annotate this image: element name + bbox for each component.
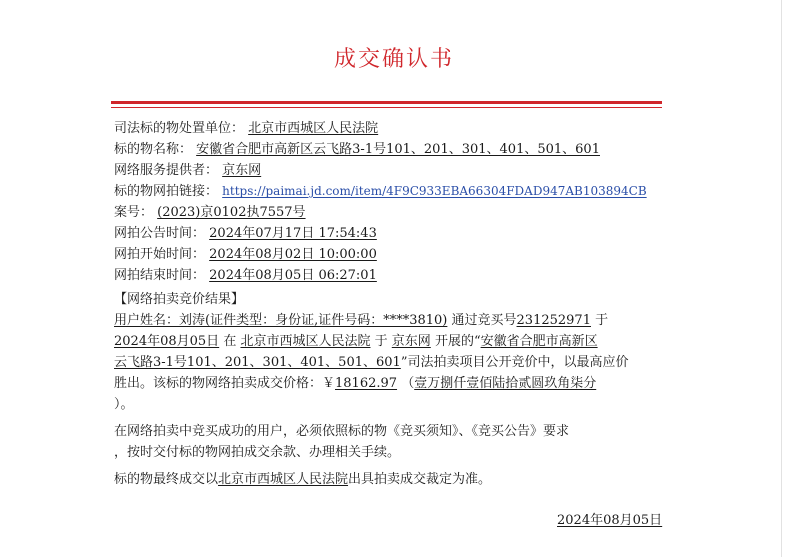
document-body <box>114 118 659 490</box>
text: 胜出。该标的物网络拍卖成交价格：￥ <box>114 376 336 391</box>
field-end-time <box>114 265 659 286</box>
field-start-time <box>114 244 659 265</box>
field-announce-time <box>114 223 659 244</box>
text: 标的物最终成交以 <box>114 472 219 487</box>
field-label: 网拍开始时间： <box>114 247 206 262</box>
item-name-part1: 安徽省合肥市高新区 <box>480 334 598 349</box>
field-disposal-unit <box>114 118 659 139</box>
field-label: 标的物网拍链接： <box>114 184 219 199</box>
field-auction-link <box>114 181 659 202</box>
text: ”司法拍卖项目公开竞价中，以最高应价 <box>400 355 629 370</box>
field-label: 标的物名称： <box>114 142 193 157</box>
text: （ <box>401 376 415 391</box>
field-case-number <box>114 202 659 223</box>
field-item-name <box>114 139 659 160</box>
page-edge <box>781 0 782 557</box>
deal-price-words: 壹万捌仟壹佰陆拾贰圆玖角柒分 <box>414 376 597 391</box>
document-title: 成交确认书 <box>333 47 454 72</box>
item-name-part2: 云飞路3-1号101、201、301、401、501、601 <box>114 355 401 370</box>
platform-name: 京东网 <box>391 334 431 349</box>
field-value: 2024年07月17日 17:54:43 <box>209 226 377 241</box>
deal-price: 18162.97 <box>335 376 398 391</box>
result-heading: 【网络拍卖竞价结果】 <box>114 292 245 307</box>
text: 于 <box>374 334 388 349</box>
result-line-4 <box>114 373 659 394</box>
notice-line-1: 在网络拍卖中竞买成功的用户，必须依照标的物《竞买须知》、《竞买公告》要求 <box>114 424 570 439</box>
field-label: 网拍结束时间： <box>114 268 206 283</box>
auction-link[interactable]: https://paimai.jd.com/item/4F9C933EBA66304FDAD947AB103894CB <box>222 184 647 198</box>
final-statement <box>114 469 659 490</box>
field-label: 司法标的物处置单位： <box>114 121 245 136</box>
text: ）。 <box>114 397 134 412</box>
field-value: 2024年08月05日 06:27:01 <box>209 268 377 283</box>
deal-date: 2024年08月05日 <box>114 334 220 349</box>
result-line-3 <box>114 352 659 373</box>
buyer-info: 用户姓名：刘涛(证件类型：身份证,证件号码：****3810) <box>114 313 448 328</box>
text: 出具拍卖成交裁定为准。 <box>348 472 492 487</box>
result-paragraph <box>114 310 659 415</box>
text: 开展的“ <box>434 334 481 349</box>
field-value: 京东网 <box>222 163 262 178</box>
title-divider-thick <box>111 101 662 104</box>
title-divider-thin <box>111 107 662 108</box>
field-label: 网络服务提供者： <box>114 163 219 178</box>
result-line-2 <box>114 331 659 352</box>
field-value: (2023)京0102执7557号 <box>157 205 306 220</box>
field-value: 2024年08月02日 10:00:00 <box>209 247 377 262</box>
result-line-5 <box>114 394 659 415</box>
notice-line-2: ，按时交付标的物网拍成交余款、办理相关手续。 <box>114 445 401 460</box>
field-value: 安徽省合肥市高新区云飞路3-1号101、201、301、401、501、601 <box>196 142 600 157</box>
text: 在 <box>223 334 237 349</box>
text: 通过竞买号 <box>451 313 517 328</box>
field-service-provider <box>114 160 659 181</box>
bid-number: 231252971 <box>516 313 591 328</box>
field-value: 北京市西城区人民法院 <box>248 121 379 136</box>
court-name: 北京市西城区人民法院 <box>240 334 371 349</box>
court-name: 北京市西城区人民法院 <box>218 472 349 487</box>
field-label: 案号： <box>114 205 154 220</box>
field-label: 网拍公告时间： <box>114 226 206 241</box>
result-line-1 <box>114 310 659 331</box>
text: 于 <box>595 313 609 328</box>
signature-date: 2024年08月05日 <box>557 513 663 528</box>
